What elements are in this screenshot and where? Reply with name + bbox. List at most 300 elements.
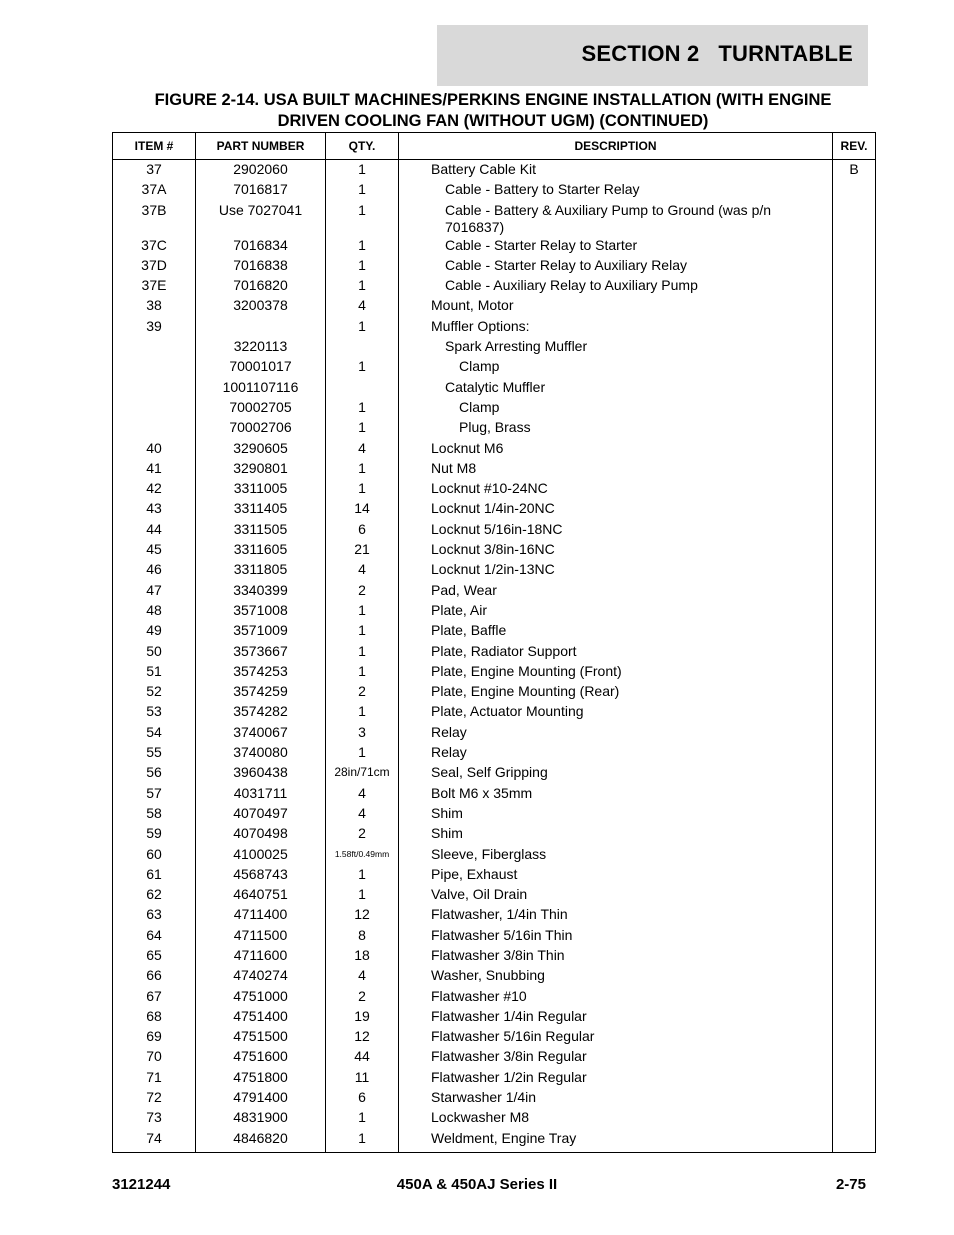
rev-cell: [833, 460, 876, 480]
description-cell: Relay: [399, 724, 833, 744]
part-number-cell: 4711500: [196, 927, 326, 947]
table-row: [113, 602, 876, 622]
qty-cell: 1: [326, 460, 399, 480]
rev-cell: [833, 988, 876, 1008]
table-row: [113, 358, 876, 378]
rev-cell: [833, 724, 876, 744]
footer-model: 450A & 450AJ Series II: [396, 1176, 558, 1193]
rev-cell: [833, 338, 876, 358]
item-cell: 70: [113, 1048, 196, 1068]
qty-cell: [326, 379, 399, 399]
description-cell: Shim: [399, 805, 833, 825]
qty-cell: 2: [326, 988, 399, 1008]
item-cell: 54: [113, 724, 196, 744]
qty-cell: 1: [326, 419, 399, 439]
rev-cell: [833, 967, 876, 987]
part-number-cell: 4751400: [196, 1008, 326, 1028]
part-number-cell: 4070497: [196, 805, 326, 825]
part-number-cell: [196, 318, 326, 338]
part-number-cell: 2902060: [196, 160, 326, 182]
qty-cell: 1: [326, 160, 399, 182]
part-number-cell: 4031711: [196, 785, 326, 805]
column-header-description: DESCRIPTION: [399, 133, 833, 160]
item-cell: 37B: [113, 202, 196, 237]
part-number-cell: 3574253: [196, 663, 326, 683]
qty-cell: 1: [326, 181, 399, 201]
part-number-cell: 7016820: [196, 277, 326, 297]
qty-cell: 1: [326, 663, 399, 683]
description-cell: Plate, Baffle: [399, 622, 833, 642]
qty-cell: 1: [326, 1109, 399, 1129]
item-cell: 61: [113, 866, 196, 886]
rev-cell: [833, 257, 876, 277]
item-cell: [113, 399, 196, 419]
part-number-cell: 3311605: [196, 541, 326, 561]
qty-cell: 6: [326, 521, 399, 541]
rev-cell: [833, 846, 876, 866]
description-cell: Flatwasher 5/16in Regular: [399, 1028, 833, 1048]
rev-cell: [833, 1048, 876, 1068]
description-cell: Washer, Snubbing: [399, 967, 833, 987]
description-cell: Relay: [399, 744, 833, 764]
rev-cell: [833, 683, 876, 703]
item-cell: 58: [113, 805, 196, 825]
item-cell: 43: [113, 500, 196, 520]
part-number-cell: 3290801: [196, 460, 326, 480]
rev-cell: [833, 602, 876, 622]
rev-cell: [833, 622, 876, 642]
part-number-cell: 3571008: [196, 602, 326, 622]
part-number-cell: 3311005: [196, 480, 326, 500]
description-cell: Locknut 1/4in-20NC: [399, 500, 833, 520]
description-cell: Plate, Actuator Mounting: [399, 703, 833, 723]
column-header-item: ITEM #: [113, 133, 196, 160]
item-cell: 72: [113, 1089, 196, 1109]
description-cell: Locknut M6: [399, 440, 833, 460]
table-row: [113, 500, 876, 520]
qty-cell: 1: [326, 744, 399, 764]
qty-cell: 1: [326, 480, 399, 500]
part-number-cell: 4100025: [196, 846, 326, 866]
qty-cell: 18: [326, 947, 399, 967]
qty-cell: 6: [326, 1089, 399, 1109]
description-cell: Plug, Brass: [399, 419, 833, 439]
table-row: [113, 703, 876, 723]
qty-cell: 4: [326, 440, 399, 460]
rev-cell: [833, 805, 876, 825]
description-cell: Plate, Engine Mounting (Rear): [399, 683, 833, 703]
qty-cell: 1: [326, 703, 399, 723]
description-cell: Sleeve, Fiberglass: [399, 846, 833, 866]
rev-cell: [833, 643, 876, 663]
item-cell: 47: [113, 582, 196, 602]
item-cell: 68: [113, 1008, 196, 1028]
parts-table-header: [113, 133, 876, 160]
table-row: [113, 582, 876, 602]
item-cell: 41: [113, 460, 196, 480]
item-cell: [113, 379, 196, 399]
rev-cell: [833, 906, 876, 926]
rev-cell: [833, 297, 876, 317]
rev-cell: [833, 500, 876, 520]
qty-cell: 1: [326, 866, 399, 886]
description-cell: Locknut 3/8in-16NC: [399, 541, 833, 561]
table-row: [113, 561, 876, 581]
table-row: [113, 927, 876, 947]
table-row: [113, 419, 876, 439]
description-cell: Flatwasher #10: [399, 988, 833, 1008]
part-number-cell: 70001017: [196, 358, 326, 378]
qty-cell: 8: [326, 927, 399, 947]
item-cell: 71: [113, 1069, 196, 1089]
qty-cell: [326, 338, 399, 358]
qty-cell: 1: [326, 237, 399, 257]
table-row: [113, 202, 876, 237]
item-cell: 37E: [113, 277, 196, 297]
table-row: [113, 805, 876, 825]
rev-cell: [833, 202, 876, 237]
part-number-cell: 3311505: [196, 521, 326, 541]
description-cell: Flatwasher 3/8in Regular: [399, 1048, 833, 1068]
part-number-cell: 3574259: [196, 683, 326, 703]
table-row: [113, 297, 876, 317]
table-row: [113, 643, 876, 663]
table-row: [113, 237, 876, 257]
footer-page-number: 2-75: [835, 1176, 866, 1193]
column-header-rev: REV.: [833, 133, 876, 160]
item-cell: 37C: [113, 237, 196, 257]
table-row: [113, 1069, 876, 1089]
part-number-cell: 3573667: [196, 643, 326, 663]
item-cell: 45: [113, 541, 196, 561]
part-number-cell: 3960438: [196, 764, 326, 784]
part-number-cell: 3574282: [196, 703, 326, 723]
qty-cell: 19: [326, 1008, 399, 1028]
qty-cell: 1: [326, 622, 399, 642]
part-number-cell: 4751000: [196, 988, 326, 1008]
part-number-cell: 4846820: [196, 1130, 326, 1153]
item-cell: 39: [113, 318, 196, 338]
rev-cell: [833, 764, 876, 784]
table-row: [113, 764, 876, 784]
description-cell: Cable - Auxiliary Relay to Auxiliary Pump: [399, 277, 833, 297]
qty-cell: 21: [326, 541, 399, 561]
part-number-cell: 1001107116: [196, 379, 326, 399]
item-cell: 74: [113, 1130, 196, 1153]
table-row: [113, 744, 876, 764]
item-cell: 44: [113, 521, 196, 541]
description-cell: Mount, Motor: [399, 297, 833, 317]
table-row: [113, 521, 876, 541]
qty-cell: 1: [326, 602, 399, 622]
item-cell: 40: [113, 440, 196, 460]
description-cell: Valve, Oil Drain: [399, 886, 833, 906]
item-cell: 55: [113, 744, 196, 764]
qty-cell: 1: [326, 318, 399, 338]
item-cell: 37A: [113, 181, 196, 201]
rev-cell: [833, 1130, 876, 1153]
item-cell: 64: [113, 927, 196, 947]
qty-cell: 28in/71cm: [326, 764, 399, 784]
description-cell: Flatwasher 3/8in Thin: [399, 947, 833, 967]
item-cell: [113, 338, 196, 358]
figure-title-line-1: FIGURE 2-14. USA BUILT MACHINES/PERKINS ENGINE INSTALLATION (WITH ENGINE: [154, 91, 832, 109]
qty-cell: 1: [326, 257, 399, 277]
figure-title: [112, 90, 874, 132]
parts-table: [112, 132, 876, 1153]
description-cell: Battery Cable Kit: [399, 160, 833, 182]
qty-cell: 2: [326, 825, 399, 845]
figure-title-line-2: DRIVEN COOLING FAN (WITHOUT UGM) (CONTINUED): [277, 112, 709, 130]
table-row: [113, 1048, 876, 1068]
rev-cell: [833, 419, 876, 439]
part-number-cell: 4791400: [196, 1089, 326, 1109]
description-cell: Shim: [399, 825, 833, 845]
item-cell: 73: [113, 1109, 196, 1129]
item-cell: 51: [113, 663, 196, 683]
rev-cell: [833, 785, 876, 805]
rev-cell: [833, 825, 876, 845]
rev-cell: [833, 1008, 876, 1028]
footer-doc-number: 3121244: [112, 1176, 171, 1193]
item-cell: 37D: [113, 257, 196, 277]
description-cell: Locknut 1/2in-13NC: [399, 561, 833, 581]
rev-cell: [833, 703, 876, 723]
table-row: [113, 541, 876, 561]
table-row: [113, 181, 876, 201]
part-number-cell: 4751500: [196, 1028, 326, 1048]
rev-cell: [833, 1109, 876, 1129]
description-cell: Nut M8: [399, 460, 833, 480]
description-cell: Catalytic Muffler: [399, 379, 833, 399]
item-cell: 46: [113, 561, 196, 581]
table-row: [113, 160, 876, 182]
description-cell: Clamp: [399, 358, 833, 378]
table-row: [113, 277, 876, 297]
part-number-cell: 3220113: [196, 338, 326, 358]
qty-cell: 2: [326, 582, 399, 602]
qty-cell: 1: [326, 643, 399, 663]
item-cell: 66: [113, 967, 196, 987]
rev-cell: [833, 1089, 876, 1109]
table-row: [113, 947, 876, 967]
description-cell: Cable - Starter Relay to Starter: [399, 237, 833, 257]
description-cell: Weldment, Engine Tray: [399, 1130, 833, 1153]
rev-cell: [833, 277, 876, 297]
table-row: [113, 866, 876, 886]
description-cell: Pad, Wear: [399, 582, 833, 602]
part-number-cell: 3311405: [196, 500, 326, 520]
description-cell: Cable - Battery to Starter Relay: [399, 181, 833, 201]
item-cell: 57: [113, 785, 196, 805]
description-cell: Flatwasher 5/16in Thin: [399, 927, 833, 947]
description-cell: Locknut 5/16in-18NC: [399, 521, 833, 541]
description-cell: Pipe, Exhaust: [399, 866, 833, 886]
table-row: [113, 318, 876, 338]
part-number-cell: 4568743: [196, 866, 326, 886]
part-number-cell: 3290605: [196, 440, 326, 460]
rev-cell: [833, 886, 876, 906]
qty-cell: 1: [326, 202, 399, 237]
qty-cell: 4: [326, 967, 399, 987]
item-cell: 38: [113, 297, 196, 317]
table-row: [113, 663, 876, 683]
item-cell: 59: [113, 825, 196, 845]
qty-cell: 1.58ft/0.49mm: [326, 846, 399, 866]
description-cell: Flatwasher 1/2in Regular: [399, 1069, 833, 1089]
part-number-cell: 7016838: [196, 257, 326, 277]
item-cell: [113, 419, 196, 439]
parts-table-body: [113, 160, 876, 1153]
description-cell: Cable - Starter Relay to Auxiliary Relay: [399, 257, 833, 277]
table-row: [113, 1028, 876, 1048]
table-row: [113, 622, 876, 642]
qty-cell: 4: [326, 805, 399, 825]
rev-cell: [833, 181, 876, 201]
rev-cell: [833, 521, 876, 541]
item-cell: 67: [113, 988, 196, 1008]
part-number-cell: 3200378: [196, 297, 326, 317]
description-cell: Lockwasher M8: [399, 1109, 833, 1129]
item-cell: 37: [113, 160, 196, 182]
part-number-cell: 4740274: [196, 967, 326, 987]
table-row: [113, 460, 876, 480]
section-title: SECTION 2 TURNTABLE: [581, 41, 853, 66]
item-cell: 62: [113, 886, 196, 906]
table-row: [113, 906, 876, 926]
table-row: [113, 724, 876, 744]
rev-cell: [833, 379, 876, 399]
description-cell: Flatwasher 1/4in Regular: [399, 1008, 833, 1028]
table-row: [113, 967, 876, 987]
part-number-cell: 70002705: [196, 399, 326, 419]
item-cell: 52: [113, 683, 196, 703]
item-cell: 42: [113, 480, 196, 500]
description-cell: Spark Arresting Muffler: [399, 338, 833, 358]
part-number-cell: 3740067: [196, 724, 326, 744]
qty-cell: 1: [326, 886, 399, 906]
part-number-cell: 4751600: [196, 1048, 326, 1068]
rev-cell: [833, 399, 876, 419]
description-cell: Bolt M6 x 35mm: [399, 785, 833, 805]
rev-cell: [833, 541, 876, 561]
rev-cell: [833, 1028, 876, 1048]
rev-cell: [833, 440, 876, 460]
column-header-part-number: PART NUMBER: [196, 133, 326, 160]
qty-cell: 14: [326, 500, 399, 520]
rev-cell: B: [833, 160, 876, 182]
part-number-cell: 3340399: [196, 582, 326, 602]
column-header-qty: QTY.: [326, 133, 399, 160]
qty-cell: 2: [326, 683, 399, 703]
item-cell: 63: [113, 906, 196, 926]
part-number-cell: 4711600: [196, 947, 326, 967]
part-number-cell: 7016834: [196, 237, 326, 257]
table-row: [113, 683, 876, 703]
table-row: [113, 886, 876, 906]
qty-cell: 11: [326, 1069, 399, 1089]
table-row: [113, 1109, 876, 1129]
rev-cell: [833, 561, 876, 581]
rev-cell: [833, 480, 876, 500]
part-number-cell: 3571009: [196, 622, 326, 642]
part-number-cell: 4640751: [196, 886, 326, 906]
table-row: [113, 1008, 876, 1028]
description-cell: Plate, Air: [399, 602, 833, 622]
table-row: [113, 825, 876, 845]
qty-cell: 3: [326, 724, 399, 744]
qty-cell: 12: [326, 906, 399, 926]
rev-cell: [833, 927, 876, 947]
item-cell: 49: [113, 622, 196, 642]
rev-cell: [833, 1069, 876, 1089]
table-row: [113, 440, 876, 460]
description-cell: Locknut #10-24NC: [399, 480, 833, 500]
qty-cell: 4: [326, 297, 399, 317]
section-header-box: [437, 25, 868, 86]
item-cell: 60: [113, 846, 196, 866]
item-cell: 48: [113, 602, 196, 622]
table-row: [113, 257, 876, 277]
part-number-cell: 4711400: [196, 906, 326, 926]
rev-cell: [833, 237, 876, 257]
rev-cell: [833, 663, 876, 683]
description-cell: Plate, Engine Mounting (Front): [399, 663, 833, 683]
description-cell: Starwasher 1/4in: [399, 1089, 833, 1109]
description-cell: Plate, Radiator Support: [399, 643, 833, 663]
part-number-cell: Use 7027041: [196, 202, 326, 237]
part-number-cell: 70002706: [196, 419, 326, 439]
table-row: [113, 338, 876, 358]
qty-cell: 12: [326, 1028, 399, 1048]
qty-cell: 1: [326, 399, 399, 419]
item-cell: 50: [113, 643, 196, 663]
table-row: [113, 785, 876, 805]
rev-cell: [833, 947, 876, 967]
table-row: [113, 399, 876, 419]
item-cell: 69: [113, 1028, 196, 1048]
rev-cell: [833, 866, 876, 886]
item-cell: [113, 358, 196, 378]
table-row: [113, 379, 876, 399]
item-cell: 65: [113, 947, 196, 967]
qty-cell: 4: [326, 785, 399, 805]
part-number-cell: 4070498: [196, 825, 326, 845]
rev-cell: [833, 318, 876, 338]
description-cell: Cable - Battery & Auxiliary Pump to Ground (was p/n 7016837): [399, 202, 833, 237]
qty-cell: 44: [326, 1048, 399, 1068]
part-number-cell: 4831900: [196, 1109, 326, 1129]
item-cell: 56: [113, 764, 196, 784]
part-number-cell: 4751800: [196, 1069, 326, 1089]
qty-cell: 1: [326, 277, 399, 297]
description-cell: Seal, Self Gripping: [399, 764, 833, 784]
qty-cell: 4: [326, 561, 399, 581]
rev-cell: [833, 744, 876, 764]
description-cell: Clamp: [399, 399, 833, 419]
part-number-cell: 7016817: [196, 181, 326, 201]
part-number-cell: 3740080: [196, 744, 326, 764]
item-cell: 53: [113, 703, 196, 723]
table-row: [113, 988, 876, 1008]
part-number-cell: 3311805: [196, 561, 326, 581]
table-row: [113, 1130, 876, 1153]
table-row: [113, 846, 876, 866]
qty-cell: 1: [326, 358, 399, 378]
description-cell: Muffler Options:: [399, 318, 833, 338]
table-row: [113, 1089, 876, 1109]
rev-cell: [833, 358, 876, 378]
